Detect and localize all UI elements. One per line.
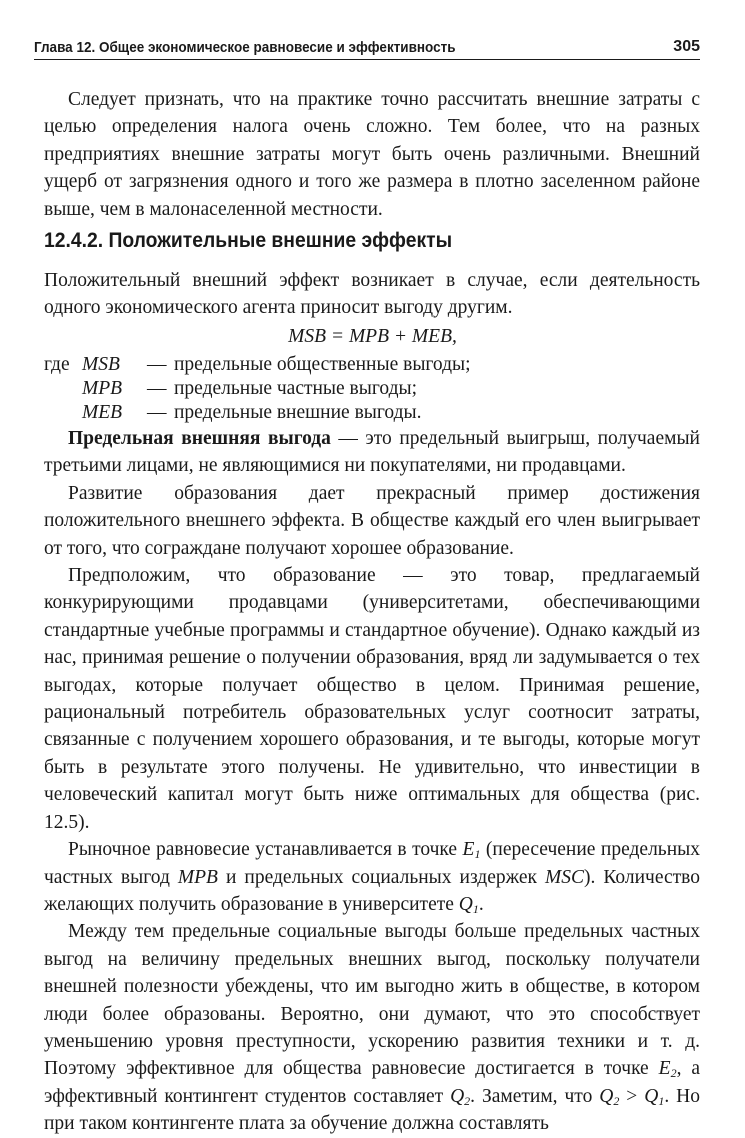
term-abbr: MEB bbox=[82, 402, 123, 423]
text-run: ). Количество желающих получить образование в университете bbox=[44, 866, 701, 915]
msc-symbol: MSC bbox=[544, 866, 584, 888]
quantity-q2 bbox=[599, 1086, 619, 1107]
term-desc: предельные частные выгоды; bbox=[174, 378, 418, 399]
text-run: и предельных социальных издержек bbox=[217, 866, 545, 888]
definition-block bbox=[44, 267, 700, 322]
running-header bbox=[34, 37, 700, 60]
subscript: 2 bbox=[670, 1066, 677, 1081]
symbol: E bbox=[658, 1058, 671, 1080]
chapter-title: Глава 12. Общее экономическое равновесие и эффективность bbox=[34, 39, 456, 56]
where-word: где bbox=[44, 354, 70, 375]
term-abbr: MSB bbox=[82, 354, 120, 375]
term-dash: — bbox=[147, 354, 167, 375]
symbol: Q bbox=[458, 893, 473, 915]
subscript: 1 bbox=[472, 901, 479, 916]
text-run: . Но при таком контингенте плата за обучение должна составлять bbox=[44, 1085, 700, 1135]
symbol: Q bbox=[450, 1085, 465, 1107]
symbol: Q bbox=[599, 1085, 614, 1107]
intro-paragraph: Следует признать, что на практике точно рассчитать внешние затраты с целью определения налога очень сложно. Тем более, что на разных предприятиях внешние затраты могут быть очень различными. Внешний ущерб от загрязнения одного и того же размера в плотно заселенном районе выше, чем в малонаселенной местности. bbox=[44, 89, 700, 220]
mpb-symbol: MPB bbox=[177, 866, 218, 888]
education-paragraph: Развитие образования дает прекрасный пример достижения положительного внешнего эффекта. В обществе каждый его член выигрывает от того, что сограждане получают хорошее образование. bbox=[44, 482, 700, 559]
text-run: > bbox=[619, 1085, 645, 1107]
formula: MSB = MPB + MEB, bbox=[288, 326, 457, 347]
suppose-paragraph: Предположим, что образование — это товар, предлагаемый конкурирующими продавцами (университетами, обеспечивающими стандартные учебные программы и стандартное обучение). Однако каждый из нас, принимая решение о получении образования, вряд ли задумывается о тех выгодах, которые получает общество в целом. Принимая решение, рациональный потребитель образовательных услуг соотносит затраты, связанные с получением хорошего образования, и те выгоды, которые могут быть в результате этого получены. Не удивительно, что инвестиции в человеческий капитал могут быть ниже оптимальных для общества (рис. 12.5). bbox=[44, 565, 700, 833]
term-abbr: MPB bbox=[82, 378, 123, 399]
text-run: (пересечение предельных частных выгод bbox=[44, 839, 700, 888]
intro-block bbox=[44, 86, 700, 223]
meb-definition-paragraph bbox=[44, 425, 700, 480]
quantity-q2 bbox=[450, 1086, 470, 1107]
symbol: Q bbox=[644, 1085, 659, 1107]
text-run: , а эффективный контингент студентов составляет bbox=[44, 1058, 701, 1107]
term-dash: — bbox=[147, 402, 167, 423]
point-e2 bbox=[659, 1058, 677, 1079]
text-run: Между тем предельные социальные выгоды больше предельных частных выгод на величину предельных внешних выгод, поскольку получатели внешней полезности убеждены, что им выгодно жить в обществе, в котором люди более образованы. Вероятно, они думают, что это способствует уменьшению уровня преступности, ускорению развития техники и т. д. Поэтому эффективное для общества равновесие достигается в точке bbox=[44, 921, 700, 1080]
quantity-q1 bbox=[644, 1086, 664, 1107]
meanwhile-paragraph bbox=[44, 918, 700, 1137]
market-paragraph bbox=[44, 836, 700, 918]
symbol: E bbox=[462, 839, 475, 861]
term-desc: предельные внешние выгоды. bbox=[174, 402, 422, 423]
text-run: . bbox=[478, 893, 484, 915]
page-number: 305 bbox=[673, 38, 700, 55]
term-desc: предельные общественные выгоды; bbox=[174, 354, 471, 375]
text-run: . Заметим, что bbox=[470, 1085, 600, 1107]
section-heading: 12.4.2. Положительные внешние эффекты bbox=[44, 229, 453, 252]
subscript: 2 bbox=[464, 1093, 471, 1108]
subscript: 1 bbox=[474, 847, 481, 862]
meb-term: Предельная внешняя выгода bbox=[68, 428, 331, 449]
quantity-q1 bbox=[459, 894, 479, 915]
subscript: 1 bbox=[658, 1093, 665, 1108]
definition-paragraph: Положительный внешний эффект возникает в случае, если деятельность одного экономического агента приносит выгоду другим. bbox=[44, 270, 700, 319]
point-e1 bbox=[463, 839, 481, 860]
term-dash: — bbox=[147, 378, 167, 399]
body-block bbox=[44, 425, 700, 1138]
subscript: 2 bbox=[613, 1093, 620, 1108]
meb-def: — это предельный выигрыш, получаемый третьими лицами, не являющимися ни покупателями, ни продавцами. bbox=[44, 428, 700, 477]
text-run: Рыночное равновесие устанавливается в точке bbox=[68, 839, 463, 861]
